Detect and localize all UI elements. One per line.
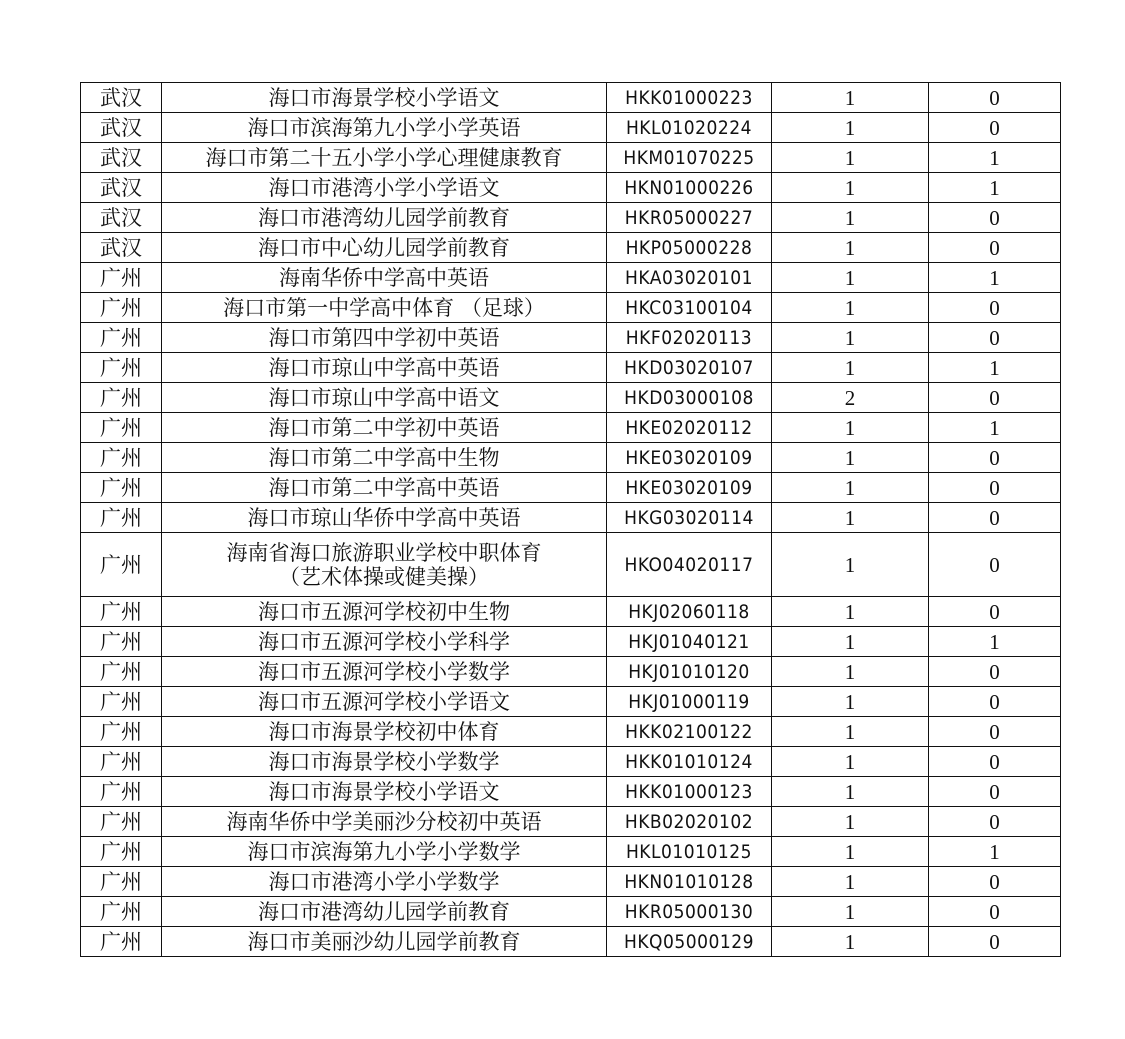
position-code-cell: HKF02020113 [607,323,772,353]
table-row [81,867,1061,897]
position-code-cell: HKM01070225 [607,143,772,173]
city-cell: 广州 [81,717,162,747]
value-cell: 0 [929,233,1061,263]
position-code-cell: HKJ01010120 [607,657,772,687]
count-cell: 1 [772,443,929,473]
position-text-line: 海口市琼山中学高中语文 [268,385,500,410]
value-cell: 0 [929,657,1061,687]
value-cell: 1 [929,837,1061,867]
city-cell: 广州 [81,837,162,867]
count-cell: 1 [772,597,929,627]
value-cell: 0 [929,203,1061,233]
count-cell: 1 [772,533,929,597]
position-cell [162,777,607,807]
value-cell: 0 [929,927,1061,957]
count-cell: 1 [772,867,929,897]
position-code-cell: HKJ01000119 [607,687,772,717]
value-cell: 0 [929,533,1061,597]
position-text-line: 海口市琼山中学高中英语 [268,355,500,380]
value-cell: 0 [929,777,1061,807]
position-cell [162,383,607,413]
position-cell [162,203,607,233]
position-code-cell: HKO04020117 [607,533,772,597]
count-cell: 1 [772,777,929,807]
city-cell: 武汉 [81,143,162,173]
position-code-cell: HKG03020114 [607,503,772,533]
city-cell: 广州 [81,687,162,717]
value-cell: 1 [929,413,1061,443]
table-row [81,293,1061,323]
position-cell [162,867,607,897]
position-text-line: 海口市港湾幼儿园学前教育 [258,205,510,230]
position-code-cell: HKP05000228 [607,233,772,263]
position-cell [162,293,607,323]
count-cell: 1 [772,263,929,293]
table-row [81,323,1061,353]
city-cell: 广州 [81,383,162,413]
value-cell: 0 [929,323,1061,353]
position-cell [162,627,607,657]
position-cell [162,597,607,627]
table-row [81,597,1061,627]
position-code-cell: HKK01010124 [607,747,772,777]
count-cell: 1 [772,173,929,203]
position-text-line: 海口市海景学校小学数学 [268,749,500,774]
count-cell: 1 [772,203,929,233]
position-text-line: 海口市港湾幼儿园学前教育 [258,899,510,924]
table-row [81,83,1061,113]
position-text-line: 海口市第一中学高中体育 （足球） [223,295,545,320]
position-code-cell: HKE03020109 [607,443,772,473]
position-cell [162,113,607,143]
city-cell: 广州 [81,897,162,927]
position-text-line: 海口市港湾小学小学数学 [268,869,500,894]
table-row [81,657,1061,687]
position-cell [162,323,607,353]
count-cell: 1 [772,293,929,323]
value-cell: 1 [929,627,1061,657]
position-code-cell: HKE02020112 [607,413,772,443]
city-cell: 广州 [81,657,162,687]
city-cell: 广州 [81,627,162,657]
position-cell [162,473,607,503]
position-text-line: 海口市滨海第九小学小学数学 [247,839,521,864]
value-cell: 0 [929,83,1061,113]
position-text-line: 海南华侨中学美丽沙分校初中英语 [226,809,542,834]
count-cell: 1 [772,897,929,927]
value-cell: 1 [929,143,1061,173]
value-cell: 0 [929,503,1061,533]
city-cell: 广州 [81,293,162,323]
table-row [81,627,1061,657]
position-text-line: 海口市五源河学校初中生物 [258,599,510,624]
position-cell [162,263,607,293]
table-row [81,383,1061,413]
count-cell: 1 [772,473,929,503]
value-cell: 0 [929,747,1061,777]
position-code-cell: HKN01000226 [607,173,772,203]
value-cell: 1 [929,173,1061,203]
table-row [81,807,1061,837]
city-cell: 广州 [81,443,162,473]
position-code-cell: HKL01010125 [607,837,772,867]
table-row [81,203,1061,233]
count-cell: 1 [772,143,929,173]
position-text-line: 海口市第二中学高中英语 [268,475,500,500]
position-text-line: 海口市海景学校小学语文 [268,779,500,804]
city-cell: 武汉 [81,113,162,143]
position-text-line: 海口市第二中学初中英语 [268,415,500,440]
city-cell: 广州 [81,927,162,957]
city-cell: 广州 [81,353,162,383]
position-cell [162,83,607,113]
count-cell: 1 [772,233,929,263]
table-row [81,233,1061,263]
city-cell: 武汉 [81,83,162,113]
position-text-line: 海口市中心幼儿园学前教育 [258,235,510,260]
value-cell: 0 [929,443,1061,473]
position-cell [162,443,607,473]
count-cell: 1 [772,687,929,717]
table-row [81,837,1061,867]
count-cell: 1 [772,717,929,747]
position-cell [162,747,607,777]
position-text-line: 海口市港湾小学小学语文 [268,175,500,200]
table-row [81,687,1061,717]
city-cell: 广州 [81,323,162,353]
position-code-cell: HKK02100122 [607,717,772,747]
city-cell: 广州 [81,807,162,837]
position-cell [162,657,607,687]
position-cell [162,413,607,443]
city-cell: 广州 [81,473,162,503]
position-code-cell: HKC03100104 [607,293,772,323]
count-cell: 1 [772,627,929,657]
value-cell: 0 [929,597,1061,627]
position-text-line: 海口市海景学校初中体育 [268,719,500,744]
table-row [81,473,1061,503]
city-cell: 武汉 [81,233,162,263]
value-cell: 0 [929,113,1061,143]
table-row [81,777,1061,807]
count-cell: 1 [772,837,929,867]
position-code-cell: HKD03020107 [607,353,772,383]
positions-table-body [81,83,1061,957]
count-cell: 2 [772,383,929,413]
position-code-cell: HKE03020109 [607,473,772,503]
city-cell: 广州 [81,777,162,807]
position-code-cell: HKN01010128 [607,867,772,897]
count-cell: 1 [772,927,929,957]
value-cell: 0 [929,293,1061,323]
position-cell [162,173,607,203]
table-row [81,113,1061,143]
table-row [81,533,1061,597]
positions-table [80,82,1061,957]
position-code-cell: HKQ05000129 [607,927,772,957]
city-cell: 广州 [81,597,162,627]
position-code-cell: HKR05000130 [607,897,772,927]
count-cell: 1 [772,413,929,443]
value-cell: 0 [929,897,1061,927]
position-code-cell: HKK01000223 [607,83,772,113]
position-cell [162,233,607,263]
position-text-line: （艺术体操或健美操） [279,564,489,589]
count-cell: 1 [772,807,929,837]
position-code-cell: HKA03020101 [607,263,772,293]
count-cell: 1 [772,353,929,383]
value-cell: 0 [929,717,1061,747]
position-cell [162,353,607,383]
value-cell: 0 [929,383,1061,413]
value-cell: 1 [929,263,1061,293]
position-cell [162,687,607,717]
position-text-line: 海口市五源河学校小学数学 [258,659,510,684]
position-code-cell: HKD03000108 [607,383,772,413]
table-row [81,353,1061,383]
position-text-line: 海南华侨中学高中英语 [279,265,489,290]
count-cell: 1 [772,747,929,777]
value-cell: 0 [929,807,1061,837]
table-row [81,413,1061,443]
table-row [81,443,1061,473]
count-cell: 1 [772,113,929,143]
position-cell [162,927,607,957]
city-cell: 广州 [81,413,162,443]
position-text-line: 海口市第二中学高中生物 [268,445,500,470]
value-cell: 0 [929,867,1061,897]
position-cell [162,897,607,927]
table-row [81,927,1061,957]
city-cell: 武汉 [81,203,162,233]
position-code-cell: HKB02020102 [607,807,772,837]
position-code-cell: HKJ02060118 [607,597,772,627]
position-text-line: 海口市滨海第九小学小学英语 [247,115,521,140]
position-cell [162,143,607,173]
city-cell: 广州 [81,533,162,597]
position-cell [162,503,607,533]
table-row [81,263,1061,293]
city-cell: 广州 [81,263,162,293]
table-row [81,747,1061,777]
city-cell: 广州 [81,503,162,533]
city-cell: 武汉 [81,173,162,203]
position-text-line: 海南省海口旅游职业学校中职体育 [226,540,542,565]
position-cell [162,717,607,747]
table-row [81,503,1061,533]
position-text-line: 海口市琼山华侨中学高中英语 [247,505,521,530]
position-cell [162,837,607,867]
position-text-line: 海口市第四中学初中英语 [268,325,500,350]
count-cell: 1 [772,503,929,533]
count-cell: 1 [772,83,929,113]
city-cell: 广州 [81,747,162,777]
position-cell [162,807,607,837]
position-code-cell: HKL01020224 [607,113,772,143]
position-code-cell: HKJ01040121 [607,627,772,657]
value-cell: 0 [929,473,1061,503]
position-text-line: 海口市五源河学校小学科学 [258,629,510,654]
value-cell: 0 [929,687,1061,717]
position-text-line: 海口市美丽沙幼儿园学前教育 [247,929,521,954]
table-row [81,717,1061,747]
position-text-line: 海口市第二十五小学小学心理健康教育 [205,145,563,170]
table-row [81,143,1061,173]
position-cell [162,533,607,597]
position-code-cell: HKR05000227 [607,203,772,233]
position-code-cell: HKK01000123 [607,777,772,807]
city-cell: 广州 [81,867,162,897]
table-row [81,173,1061,203]
table-row [81,897,1061,927]
count-cell: 1 [772,657,929,687]
position-text-line: 海口市海景学校小学语文 [268,85,500,110]
count-cell: 1 [772,323,929,353]
position-text-line: 海口市五源河学校小学语文 [258,689,510,714]
value-cell: 1 [929,353,1061,383]
